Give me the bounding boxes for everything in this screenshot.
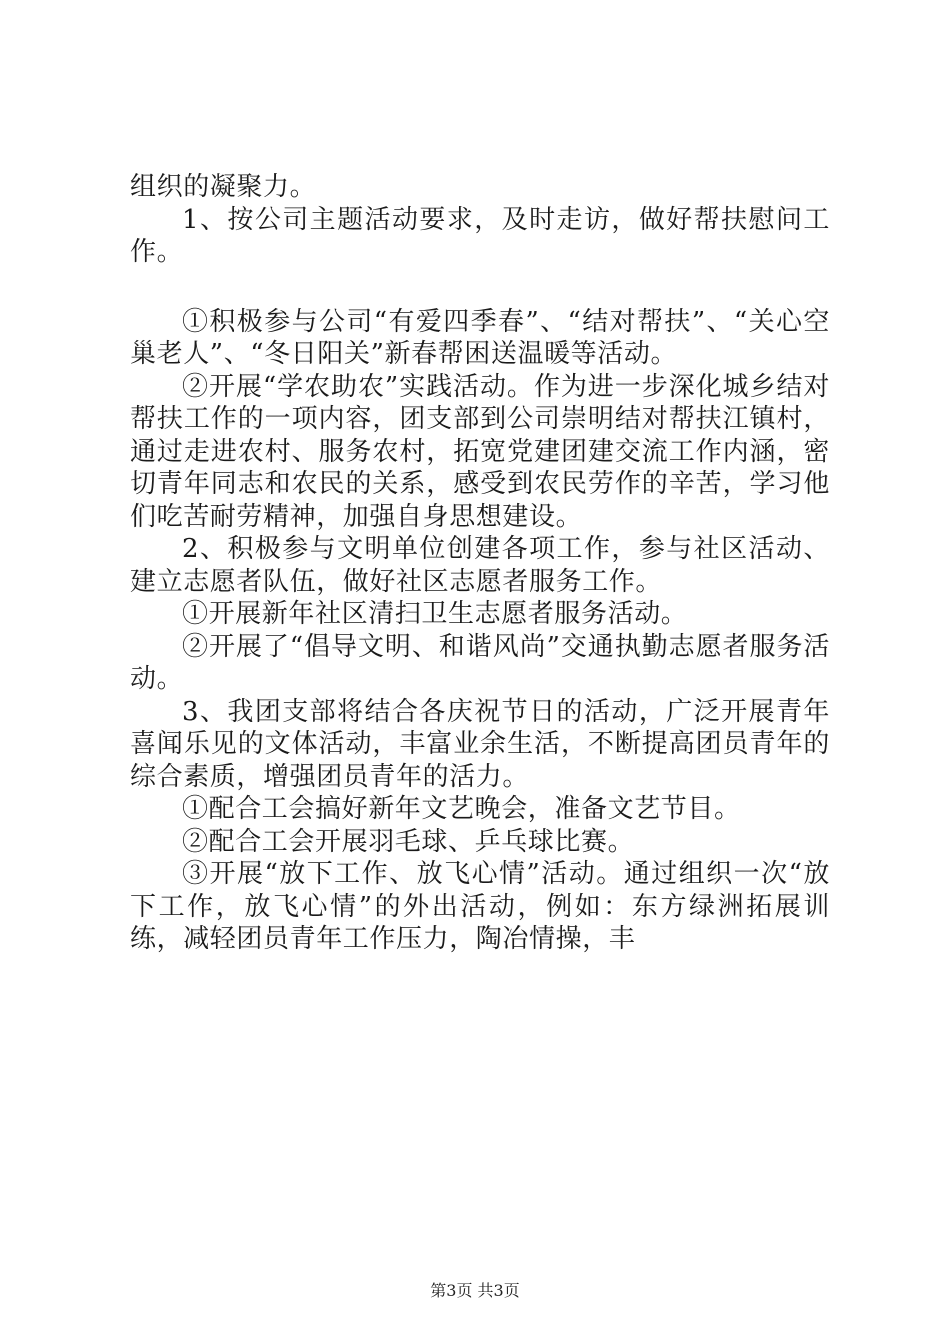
page-number-label: 第3页 共3页 — [430, 1281, 520, 1300]
paragraph-4: ②开展“学农助农”实践活动。作为进一步深化城乡结对帮扶工作的一项内容，团支部到公司崇明结对帮扶江镇村，通过走进农村、服务农村，拓宽党建团建交流工作内涵，密切青年同志和农民的关系，感受到农民劳作的辛苦，学习他们吃苦耐劳精神，加强自身思想建设。 — [130, 371, 830, 532]
paragraph-2: 1、按公司主题活动要求，及时走访，做好帮扶慰问工作。 — [130, 204, 830, 267]
paragraph-1: 组织的凝聚力。 — [130, 172, 317, 202]
paragraph-11: ③开展“放下工作、放飞心情”活动。通过组织一次“放下工作，放飞心情”的外出活动，例如：东方绿洲拓展训练，减轻团员青年工作压力，陶冶情操，丰 — [130, 859, 830, 954]
paragraph-7: ②开展了“倡导文明、和谐风尚”交通执勤志愿者服务活动。 — [130, 631, 830, 694]
paragraph-5: 2、积极参与文明单位创建各项工作，参与社区活动、建立志愿者队伍，做好社区志愿者服务工作。 — [130, 534, 830, 597]
paragraph-9: ①配合工会搞好新年文艺晚会，准备文艺节目。 — [182, 794, 741, 824]
paragraph-3: ①积极参与公司“有爱四季春”、“结对帮扶”、“关心空巢老人”、“冬日阳关”新春帮困送温暖等活动。 — [130, 306, 830, 369]
document-body — [130, 171, 830, 956]
paragraph-10: ②配合工会开展羽毛球、乒乓球比赛。 — [182, 826, 635, 857]
page-footer — [0, 1281, 950, 1301]
paragraph-8: 3、我团支部将结合各庆祝节日的活动，广泛开展青年喜闻乐见的文体活动，丰富业余生活，不断提高团员青年的综合素质，增强团员青年的活力。 — [130, 696, 830, 792]
paragraph-6: ①开展新年社区清扫卫生志愿者服务活动。 — [182, 599, 688, 629]
